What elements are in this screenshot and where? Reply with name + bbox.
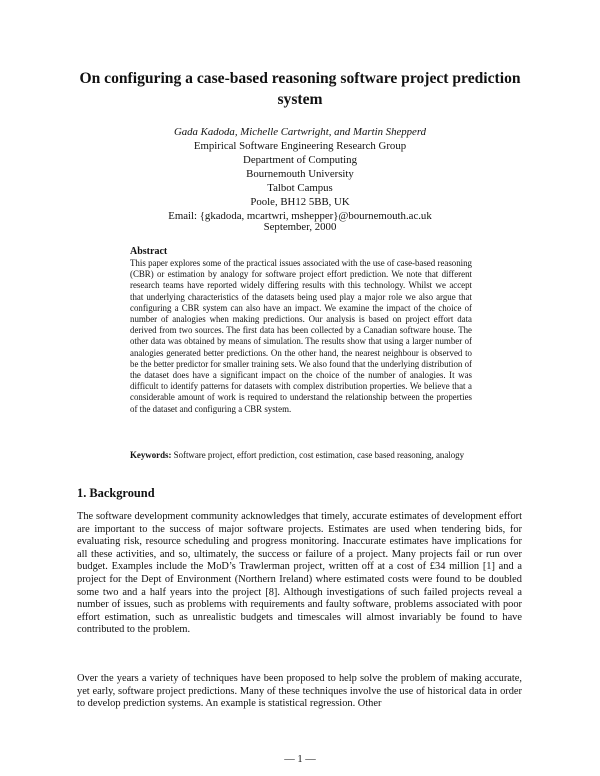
keywords-text: Software project, effort prediction, cost estimation, case based reasoning, analogy bbox=[173, 450, 465, 460]
page-number: — 1 — bbox=[284, 754, 316, 765]
paper-title: On configuring a case-based reasoning software project prediction system bbox=[79, 70, 521, 108]
body-paragraph: The software development community acknowledges that timely, accurate estimates of development effort are important to the success of major software projects. Estimates are used when tendering bids, for evaluating risk, resource scheduling and progress monitoring. Inaccurate estimates have implications for all these activities, and so, ultimately, the success or failure of a project. Many projects fail or run over budget. Examples include the MoD’s Trawlerman project, written off at a cost of £34 million [1] and a project for the Dept of Environment (Northern Ireland) where estimated costs were found to be doubled some two and a half years into the project [8]. Although investigations of such failed projects reveal a number of issues, such as problems with requirements and faulty software, problems associated with poor effort estimation, such as unrealistic budgets and timescales will almost invariably be found to have contributed to the problem. bbox=[77, 511, 522, 636]
affiliation-line: Poole, BH12 5BB, UK bbox=[250, 196, 350, 208]
affiliation-line: Empirical Software Engineering Research Group bbox=[193, 140, 407, 152]
affiliation-line: Bournemouth University bbox=[246, 168, 354, 180]
publication-date: September, 2000 bbox=[263, 221, 337, 233]
abstract-block bbox=[130, 246, 472, 415]
keywords-label: Keywords: bbox=[130, 450, 172, 460]
author-block bbox=[100, 125, 500, 223]
author-email: Email: {gkadoda, mcartwri, mshepper}@bournemouth.ac.uk bbox=[168, 210, 432, 222]
affiliation-line: Talbot Campus bbox=[267, 182, 333, 194]
affiliation-line: Department of Computing bbox=[243, 154, 357, 166]
abstract-text: This paper explores some of the practical issues associated with the use of case-based reasoning (CBR) or estimation by analogy for software project effort prediction. We note that different research teams have reported widely differing results with this technology. Whilst we accept that underlying characteristics of the datasets being used play a major role we also argue that configuring a CBR system can also have an impact. We examine the impact of the choice of number of analogies when making predictions. Our analysis is based on project effort data derived from two sources. The first data has been collected by a Canadian software house. The other data was obtained by means of simulation. The results show that using a larger number of analogies generated better predictions. On the other hand, the nearest neighbour is observed to be the better predictor for smaller training sets. We also found that the underlying distribution of the dataset does have a significant impact on the choice of the number of analogies. It was difficult to identify patterns for datasets with complex distribution properties. We believe that a considerable amount of work is required to understand the relationship between the properties of the dataset and configuring a CBR system. bbox=[130, 258, 472, 414]
abstract-heading: Abstract bbox=[130, 246, 168, 257]
body-paragraph: Over the years a variety of techniques have been proposed to help solve the problem of making accurate, yet early, software project predictions. Many of these techniques involve the use of historical data in order to develop prediction systems. An example is statistical regression. Other bbox=[77, 673, 522, 710]
section-heading: 1. Background bbox=[77, 486, 155, 500]
author-names: Gada Kadoda, Michelle Cartwright, and Martin Shepperd bbox=[173, 126, 427, 138]
keywords-block bbox=[130, 450, 472, 461]
